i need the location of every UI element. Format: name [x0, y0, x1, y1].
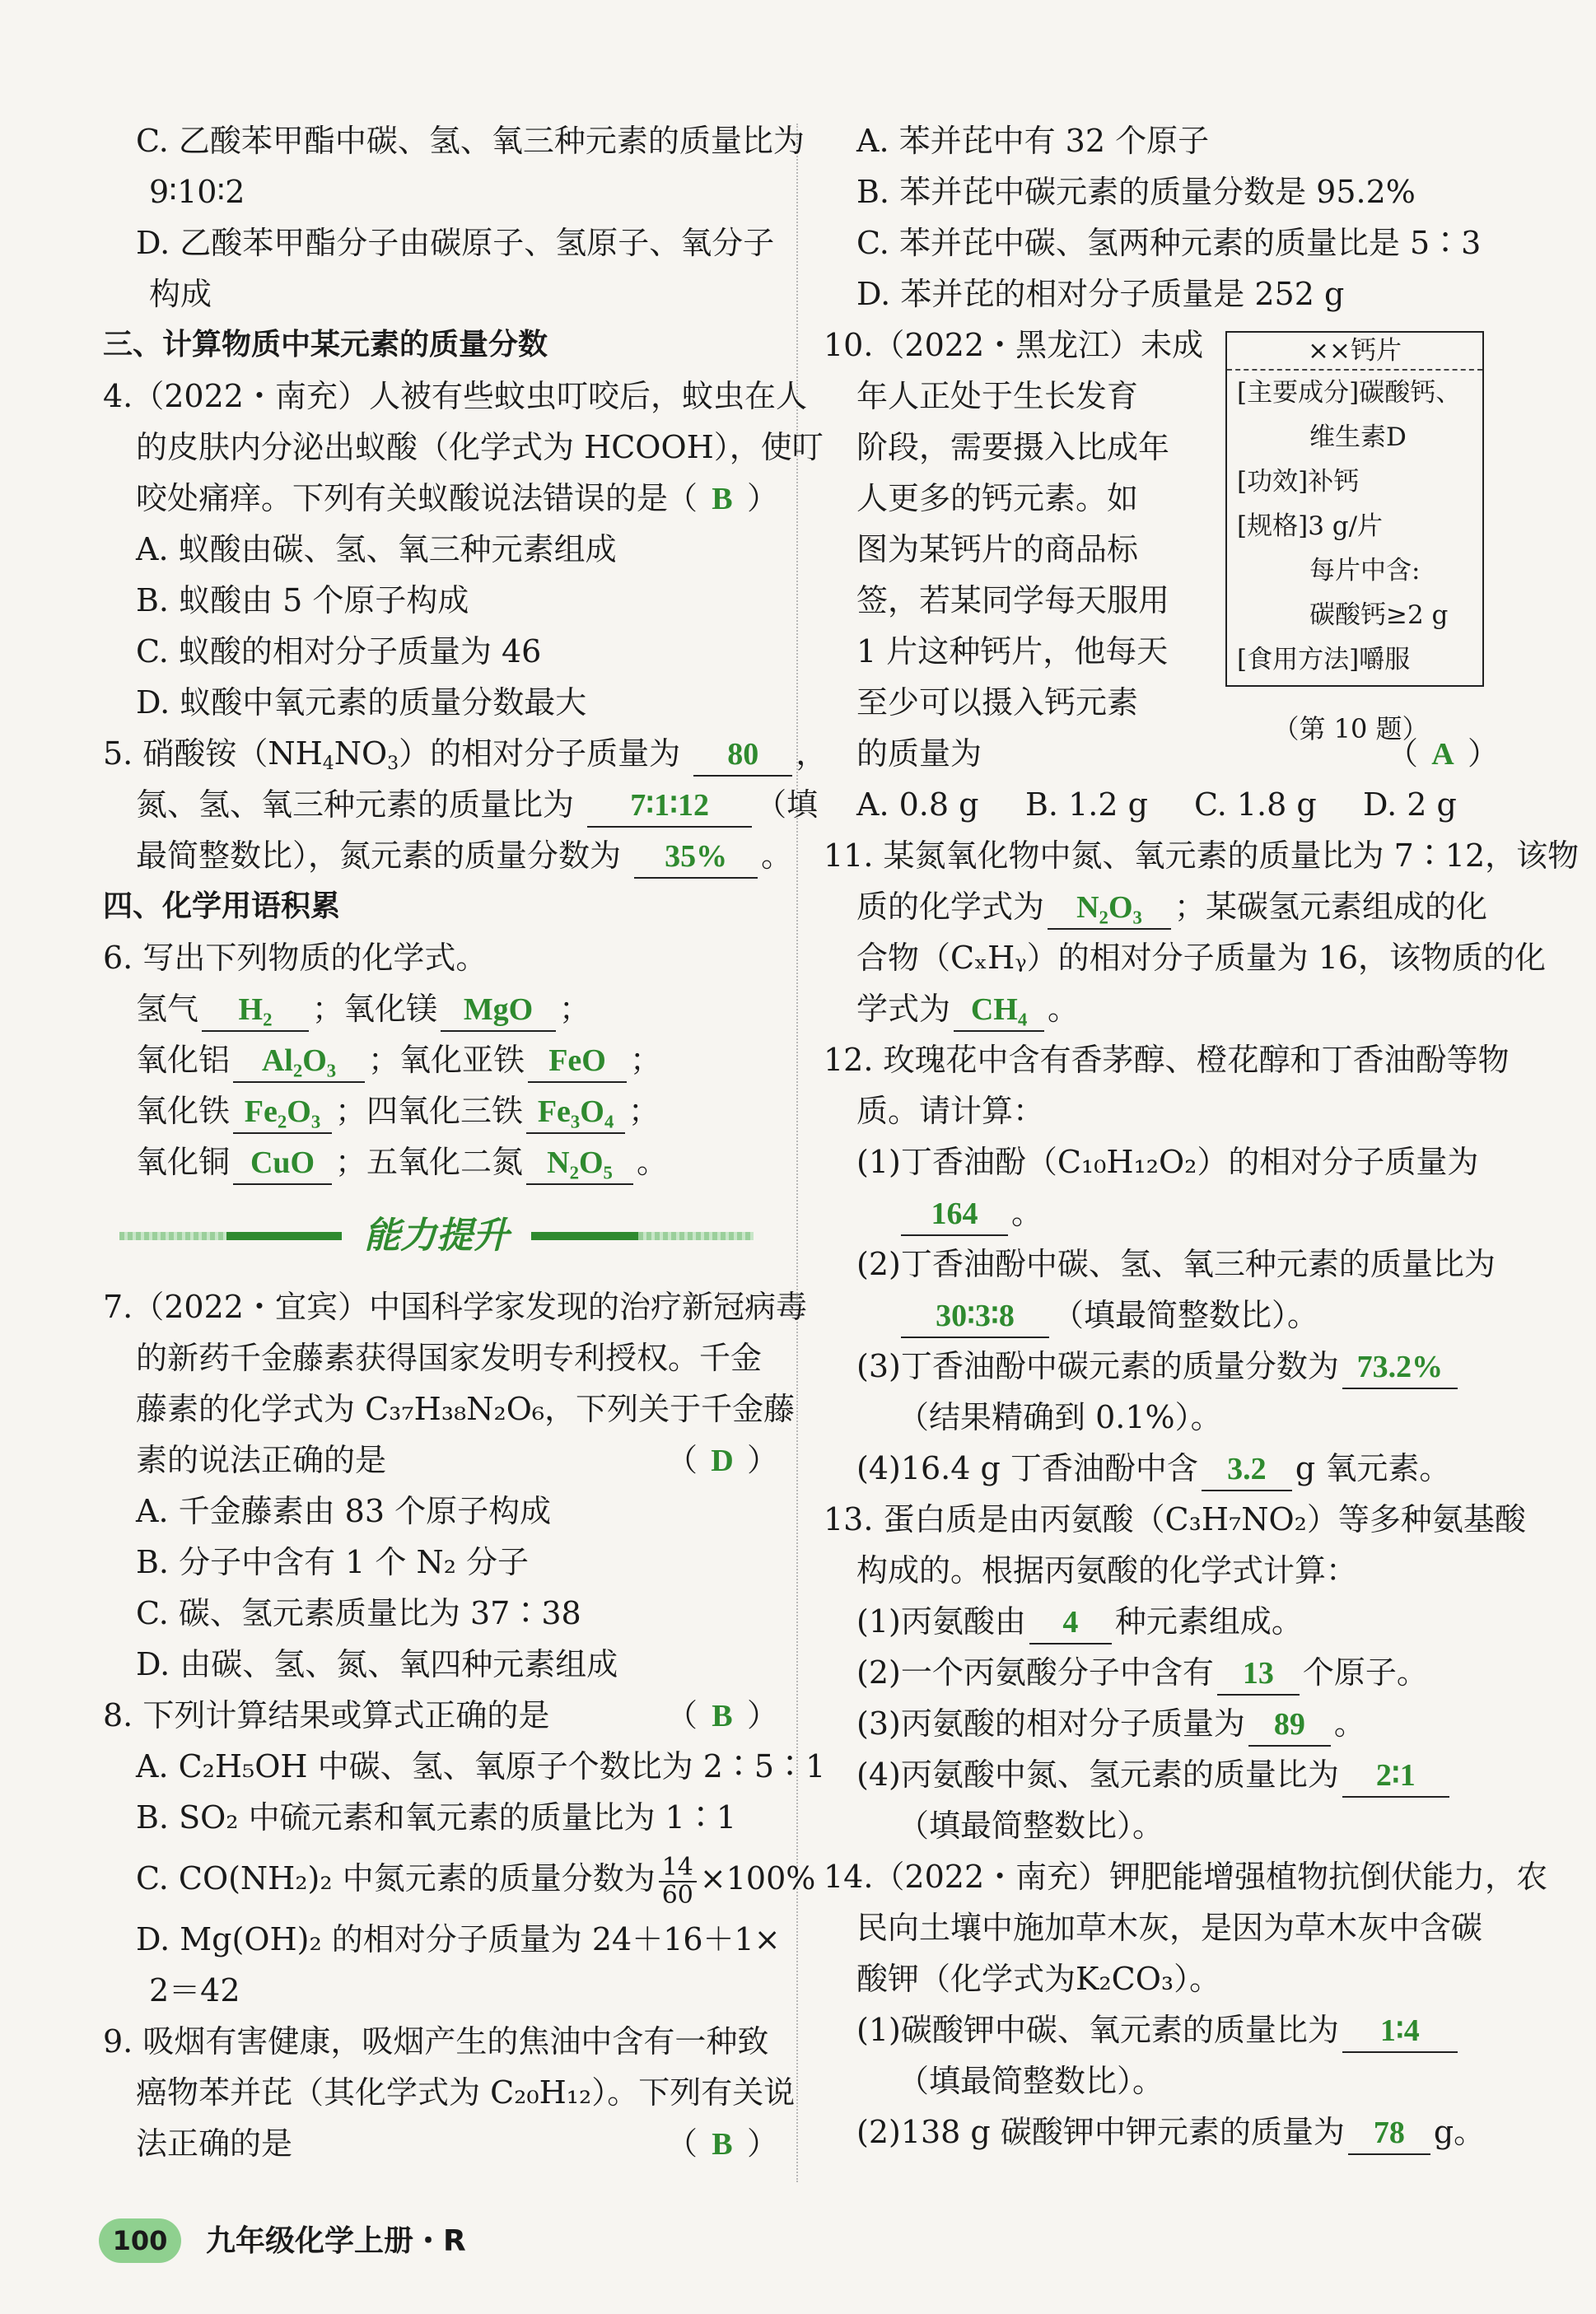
label-caco3-content: 碳酸钙≥2 g [1309, 600, 1449, 630]
q12-part-4: (4)16.4 g 丁香油酚中含 3.2 g 氧元素。 [824, 1443, 1499, 1494]
q14-part-1: (1)碳酸钾中碳、氧元素的质量比为 1∶4 [824, 2004, 1499, 2055]
q8-option-d: D. Mg(OH)₂ 的相对分子质量为 24＋16＋1× [136, 1921, 781, 1957]
q8-option-a: A. C₂H₅OH 中碳、氢、氧原子个数比为 2∶5∶1 [136, 1748, 826, 1784]
q3-option-c: C. 乙酸苯甲酯中碳、氢、氧三种元素的质量比为 [136, 123, 805, 159]
q10-stem-6: 签，若某同学每天服用 [856, 582, 1170, 618]
q13-blank-2[interactable]: 13 [1217, 1652, 1300, 1696]
q12-part-3-note: （结果精确到 0.1%）。 [898, 1399, 1222, 1435]
q3-option-d: D. 乙酸苯甲酯分子由碳原子、氢原子、氧分子 [136, 225, 775, 261]
q8-option-d-cont: 2＝42 [149, 1972, 240, 2008]
q12-part-1: (1)丁香油酚（C₁₀H₁₂O₂）的相对分子质量为 [856, 1144, 1479, 1180]
banner-title: 能力提升 [364, 1215, 509, 1257]
q7-option-d: D. 由碳、氢、氮、氧四种元素组成 [136, 1646, 618, 1682]
q8-stem: 8. 下列计算结果或算式正确的是 （ B ） [103, 1690, 778, 1741]
q11-stem-4: 学式为 CH₄ 。 [824, 983, 1499, 1034]
q10-option-a: A. 0.8 g [856, 786, 979, 823]
q9-stem: 9. 吸烟有害健康，吸烟产生的焦油中含有一种致 [103, 2023, 769, 2060]
q6-row-4: 氧化铜 CuO ；五氧化二氮 N₂O₅ 。 [103, 1136, 778, 1187]
q5-line-1: 5. 硝酸铵$(NH_4NO_3)$的相对分子质量为 80 ， [103, 728, 778, 779]
q6-blank-al2o3[interactable]: Al₂O₃ [233, 1039, 365, 1083]
q7-stem: 7.（2022・宜宾）中国科学家发现的治疗新冠病毒 [103, 1289, 807, 1325]
q7-stem-3: 藤素的化学式为 C₃₇H₃₈N₂O₆，下列关于千金藤 [136, 1391, 796, 1427]
q10-option-d: D. 2 g [1363, 786, 1457, 823]
q14-stem: 14.（2022・南充）钾肥能增强植物抗倒伏能力，农 [824, 1859, 1548, 1895]
q10-answer-bracket: （ A ） [1387, 728, 1499, 780]
q9-option-d: D. 苯并芘的相对分子质量是 252 g [856, 276, 1345, 312]
q10-stem-8: 至少可以摄入钙元素 [856, 684, 1139, 721]
q7-option-b: B. 分子中含有 1 个 N₂ 分子 [136, 1544, 530, 1580]
right-column [824, 115, 1580, 2158]
q6-row-3: 氧化铁 Fe₂O₃ ；四氧化三铁 Fe₃O₄ ； [103, 1085, 778, 1136]
q6-blank-feo[interactable]: FeO [528, 1039, 627, 1083]
q6-stem: 6. 写出下列物质的化学式。 [103, 940, 488, 976]
q13-part-1: (1)丙氨酸由 4 种元素组成。 [824, 1596, 1499, 1647]
q8-answer: B [712, 1699, 733, 1733]
q10-stem-5: 图为某钙片的商品标 [856, 531, 1139, 567]
label-per-tablet: 每片中含: [1309, 556, 1421, 585]
label-effect: [功效]补钙 [1237, 467, 1360, 497]
q7-option-a: A. 千金藤素由 83 个原子构成 [136, 1493, 552, 1529]
book-title: 九年级化学上册・R [206, 2224, 466, 2258]
q8-answer-bracket: （ B ） [666, 1690, 778, 1742]
q12-part-2-answer: 30∶3∶8 （填最简整数比）。 [824, 1290, 1499, 1341]
q6-blank-n2o5[interactable]: N₂O₅ [526, 1141, 633, 1185]
q4-stem: 4.（2022・南充）人被有些蚊虫叮咬后，蚊虫在人 [103, 378, 807, 414]
q14-part-2: (2)138 g 碳酸钾中钾元素的质量为 78 g。 [824, 2106, 1499, 2158]
section-3-heading: 三、计算物质中某元素的质量分数 [103, 328, 548, 362]
q9-answer-bracket: （ B ） [666, 2118, 778, 2170]
label-ingredients-cont: 维生素D [1309, 422, 1407, 452]
q13-stem-2: 构成的。根据丙氨酸的化学式计算： [856, 1552, 1358, 1589]
q6-row-2: 氧化铝 Al₂O₃ ；氧化亚铁 FeO ； [103, 1034, 778, 1085]
ability-banner [103, 1199, 778, 1273]
q12-blank-3[interactable]: 73.2% [1342, 1346, 1458, 1389]
q12-stem: 12. 玫瑰花中含有香茅醇、橙花醇和丁香油酚等物 [824, 1042, 1510, 1078]
q10-option-b: B. 1.2 g [1025, 786, 1148, 823]
label-title: ××钙片 [1227, 333, 1482, 371]
calcium-tablet-label [1225, 331, 1484, 687]
q10-stem: 10.（2022・黑龙江）未成 [824, 327, 1204, 363]
q8-option-b: B. SO₂ 中硫元素和氧元素的质量比为 1∶1 [136, 1799, 737, 1836]
q4-stem-2: 的皮肤内分泌出蚁酸（化学式为 HCOOH），使叮 [136, 429, 824, 465]
q9-option-c: C. 苯并芘中碳、氢两种元素的质量比是 5∶3 [856, 225, 1482, 261]
q5-line-2: 氮、氢、氧三种元素的质量比为 7∶1∶12 （填 [103, 779, 778, 830]
label-usage: [食用方法]嚼服 [1237, 645, 1411, 674]
q13-blank-1[interactable]: 4 [1029, 1601, 1112, 1645]
q13-blank-3[interactable]: 89 [1248, 1703, 1331, 1747]
q4-option-b: B. 蚁酸由 5 个原子构成 [136, 582, 469, 618]
q10-stem-3: 阶段，需要摄入比成年 [856, 429, 1170, 465]
q6-blank-cuo[interactable]: CuO [233, 1141, 332, 1185]
q5-blank-1[interactable]: 80 [693, 733, 792, 777]
q9-option-a: A. 苯并芘中有 32 个原子 [856, 123, 1210, 159]
q3-option-c-cont: 9∶10∶2 [149, 174, 245, 210]
q13-part-2: (2)一个丙氨酸分子中含有 13 个原子。 [824, 1647, 1499, 1698]
q9-answer: B [712, 2127, 733, 2162]
left-column [103, 115, 828, 2169]
q9-stem-2: 癌物苯并芘（其化学式为 C₂₀H₁₂）。下列有关说 [136, 2074, 796, 2111]
q5-line-3: 最简整数比），氮元素的质量分数为 35% 。 [103, 830, 778, 881]
q10-stem-2: 年人正处于生长发育 [856, 378, 1139, 414]
q7-stem-4: 素的说法正确的是 （ D ） [103, 1435, 778, 1486]
q14-part-1-note: （填最简整数比）。 [898, 2063, 1164, 2099]
q5-blank-2[interactable]: 7∶1∶12 [587, 784, 752, 828]
q11-stem-3: 合物（CₓHᵧ）的相对分子质量为 16，该物质的化 [856, 940, 1547, 976]
q10-stem-9: 的质量为 （ A ） [824, 728, 1499, 779]
label-spec: [规格]3 g/片 [1237, 511, 1384, 541]
q4-option-d: D. 蚁酸中氧元素的质量分数最大 [136, 684, 587, 721]
q10-options [824, 779, 1499, 830]
q11-stem-2: 质的化学式为 N₂O₃ ；某碳氢元素组成的化 [824, 881, 1499, 932]
q11-blank-2[interactable]: CH₄ [954, 988, 1044, 1032]
q4-stem-3: 咬处痛痒。下列有关蚁酸说法错误的是 （ B ） [103, 473, 778, 524]
q10-stem-4: 人更多的钙元素。如 [856, 480, 1139, 516]
q3-option-d-cont: 构成 [149, 276, 212, 312]
q13-part-4-note: （填最简整数比）。 [898, 1808, 1164, 1844]
q8-fraction: $\frac{14}{60}$ [659, 1854, 697, 1909]
q14-blank-2[interactable]: 78 [1348, 2111, 1430, 2155]
q7-stem-2: 的新药千金藤素获得国家发明专利授权。千金 [136, 1340, 763, 1376]
banner-bar-right-solid [531, 1232, 638, 1240]
q14-stem-2: 民向土壤中施加草木灰，是因为草木灰中含碳 [856, 1910, 1483, 1946]
q7-answer-bracket: （ D ） [666, 1435, 778, 1486]
q6-blank-h2[interactable]: H₂ [202, 988, 309, 1032]
q13-stem: 13. 蛋白质是由丙氨酸（C₃H₇NO₂）等多种氨基酸 [824, 1501, 1526, 1537]
q6-blank-mgo[interactable]: MgO [441, 988, 556, 1032]
q6-row-1: 氢气 H₂ ；氧化镁 MgO ； [103, 983, 778, 1034]
section-4-heading: 四、化学用语积累 [103, 889, 341, 923]
q10-stem-7: 1 片这种钙片，他每天 [856, 633, 1169, 669]
q12-blank-1[interactable]: 164 [901, 1192, 1008, 1236]
q12-part-2: (2)丁香油酚中碳、氢、氧三种元素的质量比为 [856, 1246, 1496, 1282]
q4-option-a: A. 蚁酸由碳、氢、氧三种元素组成 [136, 531, 617, 567]
q4-option-c: C. 蚁酸的相对分子质量为 46 [136, 633, 542, 669]
q12-part-1-answer: 164 。 [824, 1187, 1499, 1239]
q12-part-3: (3)丁香油酚中碳元素的质量分数为 73.2% [824, 1341, 1499, 1392]
q6-blank-fe2o3[interactable]: Fe₂O₃ [233, 1090, 332, 1134]
q10-answer: A [1431, 737, 1454, 772]
q7-option-c: C. 碳、氢元素质量比为 37∶38 [136, 1595, 581, 1631]
label-caption: （第 10 题） [1272, 713, 1429, 744]
q9-stem-3: 法正确的是 （ B ） [103, 2118, 778, 2169]
q7-answer: D [711, 1444, 734, 1478]
q14-blank-1[interactable]: 1∶4 [1342, 2009, 1458, 2053]
q14-stem-3: 酸钾（化学式为K₂CO₃）。 [856, 1961, 1221, 1997]
q8-option-c: C. CO(NH₂)₂ 中氮元素的质量分数为 $\frac{14}{60}$ ×100% [136, 1852, 816, 1910]
q4-answer-bracket: （ B ） [666, 473, 778, 525]
q10-option-c: C. 1.8 g [1194, 786, 1317, 823]
q5-blank-3[interactable]: 35% [634, 835, 758, 879]
banner-bar-left-solid [226, 1232, 342, 1240]
q11-blank-1[interactable]: N₂O₃ [1048, 886, 1171, 930]
page-number: 100 [99, 2218, 181, 2263]
label-ingredients: [主要成分]碳酸钙、 [1237, 378, 1462, 408]
q9-option-b: B. 苯并芘中碳元素的质量分数是 95.2% [856, 174, 1416, 210]
q13-part-4: (4)丙氨酸中氮、氢元素的质量比为 2∶1 [824, 1749, 1499, 1800]
q12-blank-4[interactable]: 3.2 [1202, 1448, 1292, 1491]
q4-answer: B [712, 482, 733, 516]
q13-part-3: (3)丙氨酸的相对分子质量为 89 。 [824, 1698, 1499, 1749]
q12-blank-2[interactable]: 30∶3∶8 [901, 1295, 1049, 1338]
q12-stem-2: 质。请计算： [856, 1093, 1045, 1129]
q13-blank-4[interactable]: 2∶1 [1342, 1754, 1449, 1798]
q11-stem: 11. 某氮氧化物中氮、氧元素的质量比为 7∶12，该物 [824, 837, 1580, 874]
q6-blank-fe3o4[interactable]: Fe₃O₄ [526, 1090, 625, 1134]
